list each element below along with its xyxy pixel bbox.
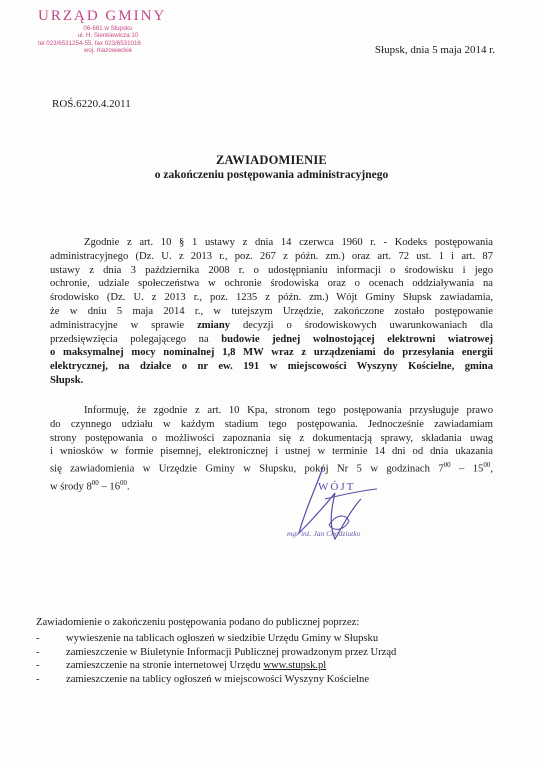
list-dash: - <box>36 673 40 685</box>
text-line: ustawy z dnia 3 października 2008 r. o udostępnianiu informacji o środowisku i jego <box>50 264 493 276</box>
paragraph-notice <box>50 236 493 388</box>
signatory-name: mgr inż. Jan Chodziutko <box>287 529 361 538</box>
text-run: administracyjne w sprawie <box>50 319 198 331</box>
reference-number: ROŚ.6220.4.2011 <box>52 98 131 110</box>
stamp-title: URZĄD GMINY <box>38 8 167 24</box>
text-run: się zawiadomienia w Urzędzie Gminy w Słupsku, pokój Nr 5 w godzinach 7 <box>50 463 444 475</box>
place-date: Słupsk, dnia 5 maja 2014 r. <box>374 44 495 56</box>
text-run: decyzji o środowiskowych uwarunkowaniach dla <box>230 319 493 331</box>
text-line: strony postępowania o możliwości zapoznania się z dokumentacją sprawy, składania uwag <box>50 432 493 444</box>
list-item-text: zamieszczenie w Biuletynie Informacji Publicznej prowadzonym przez Urząd <box>66 646 397 658</box>
text-line <box>50 333 493 347</box>
list-item <box>36 673 506 687</box>
text-run: , <box>490 463 494 475</box>
text-line: i wniosków w formie pisemnej, elektronicznej i ustnej w terminie 14 dni od dnia ukazania <box>50 446 493 458</box>
text-line: Zgodnie z art. 10 § 1 ustawy z dnia 14 czerwca 1960 r. - Kodeks postępowania <box>84 237 493 248</box>
handwritten-signature <box>265 455 395 555</box>
text-line: do czynnego udziału w każdym stadium tego postępowania. Jednocześnie zawiadamiam <box>50 418 493 430</box>
list-item <box>36 632 506 646</box>
text-run: w środy 8 <box>50 481 92 493</box>
list-item-text: wywieszenie na tablicach ogłoszeń w siedzibie Urzędu Gminy w Słupsku <box>66 633 379 644</box>
list-dash: - <box>36 660 40 672</box>
text-line: że w dniu 5 maja 2014 r., w tutejszym Urzędzie, zakończone zostało postępowanie <box>50 305 493 317</box>
text-line: ochronie, udziale społeczeństwa w ochronie środowiska oraz o ocenach oddziaływania na <box>50 278 493 290</box>
superscript: 00 <box>443 461 451 470</box>
superscript: 00 <box>483 461 491 470</box>
superscript: 00 <box>91 478 99 487</box>
stamp-line: woj. mazowieckie <box>83 47 133 55</box>
website-link[interactable]: www.stupsk.pl <box>263 660 327 672</box>
superscript: 00 <box>119 478 127 487</box>
bold-text: zmiany <box>197 319 231 331</box>
text-line: Informuję, że zgodnie z art. 10 Kpa, stronom tego postępowania przysługuje prawo <box>84 405 493 416</box>
stamp-line: 06-681 w Słupsku <box>83 25 133 32</box>
stamp-line: tel 023/6531254-55, fax 023/6531016 <box>38 39 141 47</box>
stamp-line: ul. H. Sienkiewicza 10 <box>77 32 139 40</box>
text-line: Słupsk. <box>50 374 84 386</box>
publication-list <box>36 632 506 686</box>
list-dash: - <box>36 646 40 658</box>
text-run: – 16 <box>98 481 120 493</box>
text-line: środowisko (Dz. U. z 2013 r., poz. 1235 z późn. zm.) Wójt Gminy Słupsk zawiadamia, <box>50 292 493 304</box>
text-run: – 15 <box>450 463 484 475</box>
bold-text: budowie jednej wolnostojącej elektrowni wiatrowej <box>221 333 494 345</box>
list-item <box>36 646 506 660</box>
text-line <box>50 319 493 333</box>
text-line: administracyjnego (Dz. U. z 2013 r., poz. 267 z późn. zm.) oraz art. 72 ust. 1 i art. 87 <box>50 250 493 262</box>
text-line: elektrycznej, na działce o nr ew. 191 w miejscowości Wyszyny Kościelne, gmina <box>50 361 493 373</box>
publication-heading: Zawiadomienie o zakończeniu postępowania podano do publicznej poprzez: <box>36 617 360 628</box>
document-title: ZAWIADOMIENIE <box>216 153 327 167</box>
list-item-text: zamieszczenie na stronie internetowej Urzędu <box>66 660 261 672</box>
office-stamp <box>38 8 178 55</box>
list-item-text: zamieszczenie na tablicy ogłoszeń w miejscowości Wyszyny Kościelne <box>66 673 370 685</box>
text-line: o maksymalnej mocy nominalnej 1,8 MW wraz z urządzeniami do przesyłania energii <box>50 347 493 359</box>
document-subtitle: o zakończeniu postępowania administracyjnego <box>154 169 389 181</box>
text-run: . <box>126 481 130 493</box>
list-dash: - <box>36 633 40 644</box>
signature-stamp-text: WÓJT <box>318 481 356 493</box>
list-item <box>36 659 506 673</box>
text-run: przedsięwzięcia polegającego na <box>50 333 222 345</box>
